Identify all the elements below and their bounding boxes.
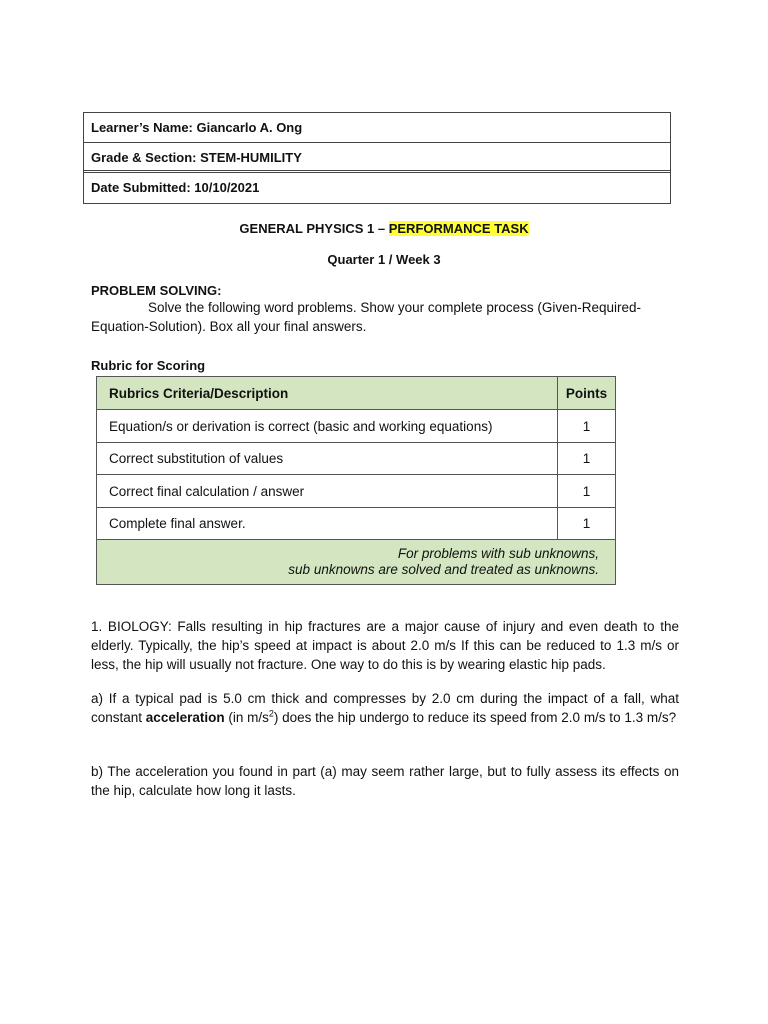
table-row: [97, 443, 616, 475]
grade-section: Grade & Section: STEM-HUMILITY: [84, 143, 670, 173]
date-submitted: Date Submitted: 10/10/2021: [91, 180, 260, 195]
rubric-note-line2: sub unknowns are solved and treated as unknowns.: [288, 562, 599, 577]
rubric-criteria: Correct substitution of values: [97, 443, 558, 475]
rubric-header-row: [97, 377, 616, 410]
course-title: GENERAL PHYSICS 1 –: [239, 221, 389, 236]
rubric-header-points: Points: [558, 377, 616, 410]
rubric-criteria: Correct final calculation / answer: [97, 475, 558, 508]
page-title: [0, 221, 768, 236]
rubric-points: 1: [558, 508, 616, 540]
rubric-header-criteria: Rubrics Criteria/Description: [97, 377, 558, 410]
instructions: Solve the following word problems. Show your complete process (Given-Required-Equation-Solution). Box all your final answers.: [91, 300, 641, 334]
rubric-points: 1: [558, 410, 616, 443]
rubric-note-row: [97, 540, 616, 585]
rubric-criteria: Equation/s or derivation is correct (basic and working equations): [97, 410, 558, 443]
learner-name: Learner’s Name: Giancarlo A. Ong: [84, 113, 670, 143]
rubric-title: Rubric for Scoring: [91, 358, 206, 373]
rubric-table: [96, 376, 616, 585]
problem-1a: [91, 689, 679, 727]
problem-solving-label: PROBLEM SOLVING:: [91, 283, 222, 298]
problem-1a-keyword: acceleration: [145, 710, 225, 725]
performance-task-highlight: PERFORMANCE TASK: [388, 221, 529, 236]
quarter-week: Quarter 1 / Week 3: [327, 252, 441, 267]
rubric-points: 1: [558, 475, 616, 508]
table-row: [97, 475, 616, 508]
learner-info-box: [83, 112, 671, 204]
table-row: [97, 508, 616, 540]
problem-solving-section: [91, 283, 679, 336]
rubric-note: [97, 540, 616, 585]
rubric-note-line1: For problems with sub unknowns,: [397, 546, 599, 561]
problem-1a-text-start: a) If a typical pad is 5.0 cm thick and compresses by 2.0 cm during the impact of a fall, what constant: [91, 691, 679, 725]
problem-1b: b) The acceleration you found in part (a) may seem rather large, but to fully assess its effects on the hip, calculate how long it lasts.: [91, 764, 679, 798]
problem-1-intro: 1. BIOLOGY: Falls resulting in hip fractures are a major cause of injury and even death to the elderly. Typically, the hip’s speed at impact is about 2.0 m/s If this can be reduced to 1.3 m/s or less, the hip will usually not fracture. One way to do this is by wearing elastic hip pads.: [91, 619, 679, 672]
problem-1a-unit-start: (in m/s: [224, 710, 269, 725]
problem-1a-exponent: 2: [268, 708, 274, 719]
rubric-criteria: Complete final answer.: [97, 508, 558, 540]
table-row: [97, 410, 616, 443]
rubric-points: 1: [558, 443, 616, 475]
problem-1a-text-end: ) does the hip undergo to reduce its speed from 2.0 m/s to 1.3 m/s?: [273, 710, 677, 725]
